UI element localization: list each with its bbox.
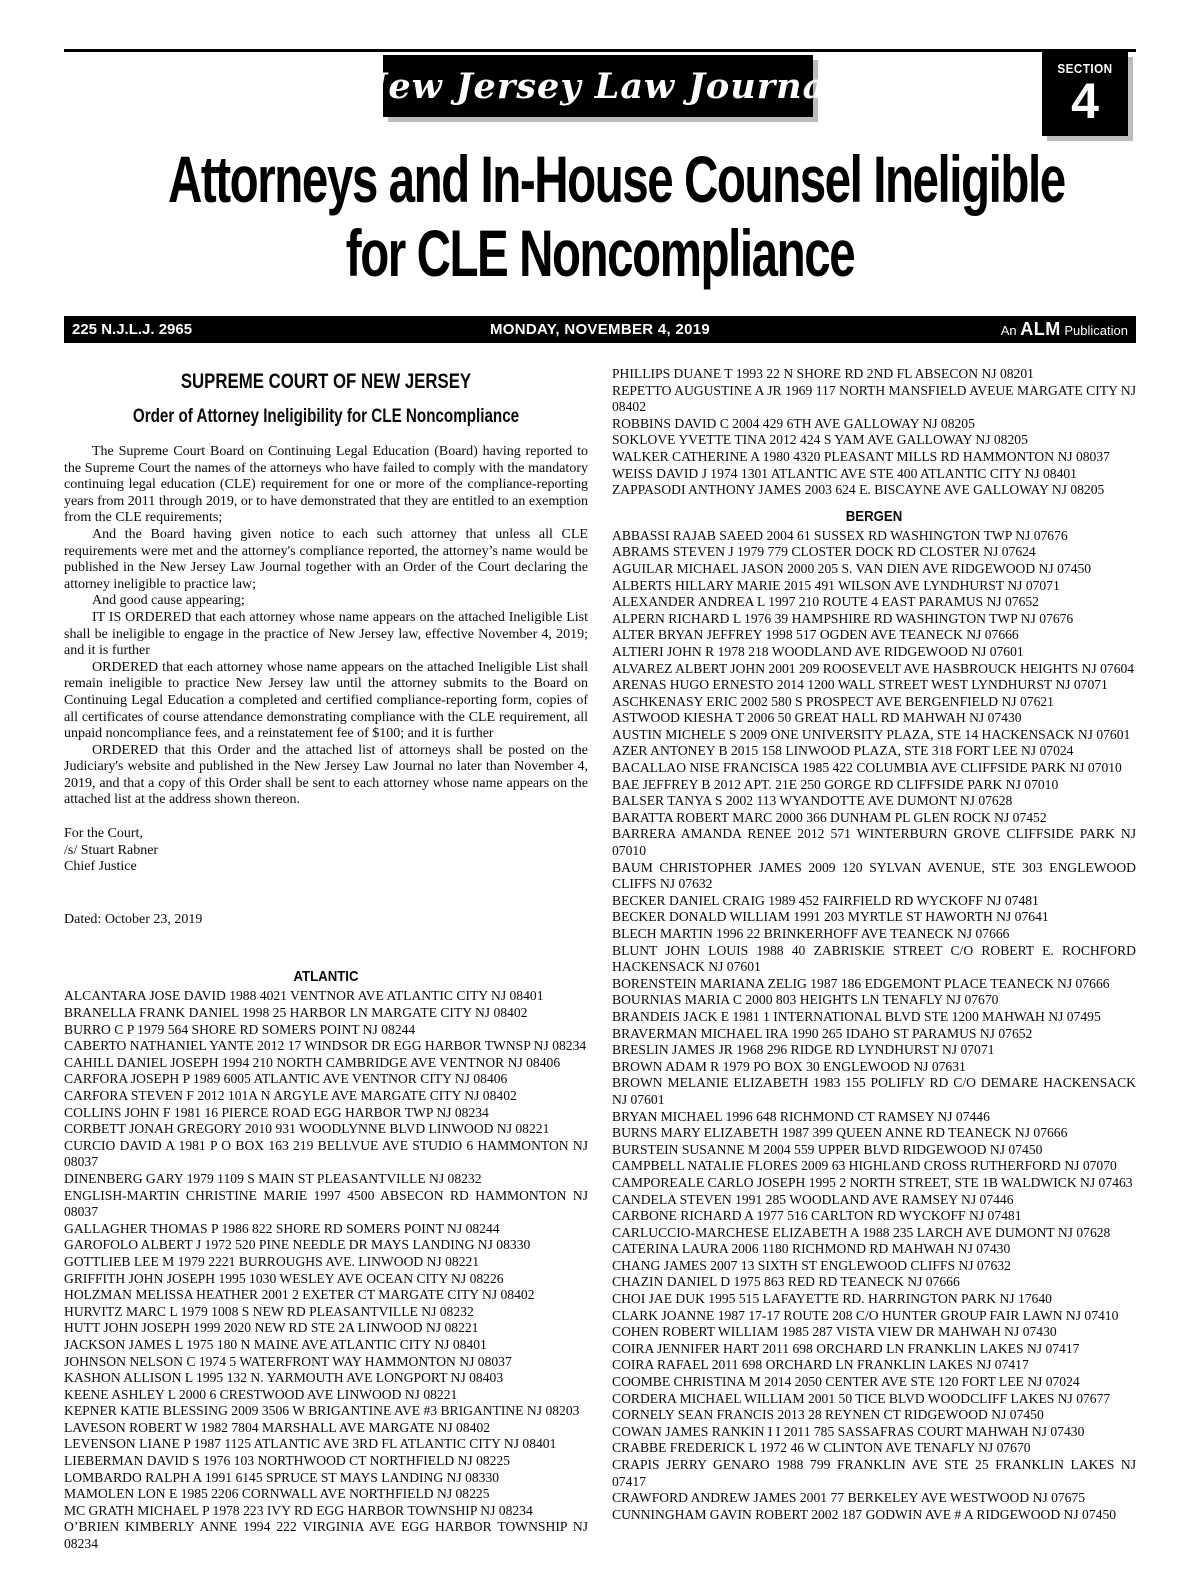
attorney-entry: CARLUCCIO-MARCHESE ELIZABETH A 1988 235 LARCH AVE DUMONT NJ 07628 (612, 1224, 1111, 1240)
attorney-entry: O’BRIEN KIMBERLY ANNE 1994 222 VIRGINIA AVE EGG HARBOR TOWNSHIP NJ 08234 (64, 1519, 588, 1552)
alm-logo: ALM (1020, 319, 1061, 339)
attorney-entry: CATERINA LAURA 2006 1180 RICHMOND RD MAHWAH NJ 07430 (612, 1241, 1011, 1257)
attorney-entry: CRABBE FREDERICK L 1972 46 W CLINTON AVE TENAFLY NJ 07670 (612, 1440, 1031, 1456)
attorney-entry: KASHON ALLISON L 1995 132 N. YARMOUTH AVE LONGPORT NJ 08403 (64, 1370, 504, 1386)
attorney-entry: PHILLIPS DUANE T 1993 22 N SHORE RD 2ND FL ABSECON NJ 08201 (612, 366, 1034, 381)
attorney-entry: CORDERA MICHAEL WILLIAM 2001 50 TICE BLVD WOODCLIFF LAKES NJ 07677 (612, 1390, 1111, 1406)
attorney-entry: GAROFOLO ALBERT J 1972 520 PINE NEEDLE DR MAYS LANDING NJ 08330 (64, 1237, 531, 1253)
attorney-entry: BLUNT JOHN LOUIS 1988 40 ZABRISKIE STREET C/O ROBERT E. ROCHFORD HACKENSACK NJ 07601 (612, 942, 1136, 975)
citation: 225 N.J.L.J. 2965 (72, 321, 193, 338)
order-paragraph: The Supreme Court Board on Continuing Legal Education (Board) having reported to the Supreme Court the names of the attorneys who have failed to comply with the mandatory continuing legal education (CLE) requirement for one or more of the compliance-reporting years from 2011 through 2019, or to have demonstrated that they are entitled to an exemption from the CLE requirements; (64, 444, 588, 526)
attorney-entry: CRAWFORD ANDREW JAMES 2001 77 BERKELEY AVE WESTWOOD NJ 07675 (612, 1490, 1086, 1506)
attorney-entry: ASCHKENASY ERIC 2002 580 S PROSPECT AVE BERGENFIELD NJ 07621 (612, 693, 1054, 709)
attorney-entry: ALEXANDER ANDREA L 1997 210 ROUTE 4 EAST PARAMUS NJ 07652 (612, 594, 1039, 610)
attorney-entry: CARFORA STEVEN F 2012 101A N ARGYLE AVE MARGATE CITY NJ 08402 (64, 1088, 517, 1103)
attorney-entry: GOTTLIEB LEE M 1979 2221 BURROUGHS AVE. LINWOOD NJ 08221 (64, 1253, 480, 1269)
attorney-entry: BAUM CHRISTOPHER JAMES 2009 120 SYLVAN AVENUE, STE 303 ENGLEWOOD CLIFFS NJ 07632 (612, 859, 1136, 892)
county-heading-bergen: BERGEN (845, 507, 903, 525)
county-heading-atlantic: ATLANTIC (293, 968, 359, 986)
attorney-entry: COWAN JAMES RANKIN I I 2011 785 SASSAFRAS COURT MAHWAH NJ 07430 (612, 1423, 1085, 1439)
attorney-entry: ALCANTARA JOSE DAVID 1988 4021 VENTNOR AVE ATLANTIC CITY NJ 08401 (64, 988, 544, 1004)
attorney-entry: GALLAGHER THOMAS P 1986 822 SHORE RD SOMERS POINT NJ 08244 (64, 1220, 500, 1236)
attorney-entry: ALPERN RICHARD L 1976 39 HAMPSHIRE RD WASHINGTON TWP NJ 07676 (612, 610, 1074, 626)
attorney-entry: BAE JEFFREY B 2012 APT. 21E 250 GORGE RD CLIFFSIDE PARK NJ 07010 (612, 776, 1059, 792)
attorney-entry: COIRA JENNIFER HART 2011 698 ORCHARD LN FRANKLIN LAKES NJ 07417 (612, 1340, 1080, 1356)
attorney-entry: AGUILAR MICHAEL JASON 2000 205 S. VAN DIEN AVE RIDGEWOOD NJ 07450 (612, 560, 1092, 576)
attorney-entry: CAHILL DANIEL JOSEPH 1994 210 NORTH CAMBRIDGE AVE VENTNOR NJ 08406 (64, 1054, 561, 1070)
attorney-entry: GRIFFITH JOHN JOSEPH 1995 1030 WESLEY AVE OCEAN CITY NJ 08226 (64, 1270, 504, 1286)
attorney-entry: CABERTO NATHANIEL YANTE 2012 17 WINDSOR DR EGG HARBOR TWNSP NJ 08234 (64, 1038, 587, 1054)
order-paragraph: IT IS ORDERED that each attorney whose name appears on the attached Ineligible List shall be ineligible to engage in the practice of New Jersey law, effective November 4, 2019; and it is further (64, 609, 588, 659)
info-bar (64, 316, 1136, 343)
attorney-entry: CURCIO DAVID A 1981 P O BOX 163 219 BELLVUE AVE STUDIO 6 HAMMONTON NJ 08037 (64, 1137, 588, 1170)
dated-line: Dated: October 23, 2019 (64, 911, 203, 927)
order-heading: Order of Attorney Ineligibility for CLE Noncompliance (132, 406, 520, 427)
masthead (355, 55, 841, 117)
attorney-entry: CARBONE RICHARD A 1977 516 CARLTON RD WYCKOFF NJ 07481 (612, 1208, 1022, 1224)
attorney-entry: HUTT JOHN JOSEPH 1999 2020 NEW RD STE 2A LINWOOD NJ 08221 (64, 1320, 479, 1336)
section-number: 4 (1071, 73, 1099, 129)
order-paragraph: And the Board having given notice to each such attorney that unless all CLE requirements were met and the attorney's compliance reported, the attorney’s name would be published in the New Jersey Law Journal together with an Order of the Court declaring the attorney ineligible to practice law; (64, 526, 588, 592)
attorney-entry: DINENBERG GARY 1979 1109 S MAIN ST PLEASANTVILLE NJ 08232 (64, 1170, 482, 1186)
attorney-entry: BARRERA AMANDA RENEE 2012 571 WINTERBURN GROVE CLIFFSIDE PARK NJ 07010 (612, 826, 1136, 859)
section-label: SECTION (1057, 61, 1113, 76)
attorney-entry: COIRA RAFAEL 2011 698 ORCHARD LN FRANKLIN LAKES NJ 07417 (612, 1357, 1029, 1373)
attorney-entry: CHOI JAE DUK 1995 515 LAFAYETTE RD. HARRINGTON PARK NJ 17640 (612, 1291, 1052, 1307)
attorney-entry: COHEN ROBERT WILLIAM 1985 287 VISTA VIEW DR MAHWAH NJ 07430 (612, 1324, 1057, 1340)
attorney-entry: BRESLIN JAMES JR 1968 296 RIDGE RD LYNDHURST NJ 07071 (612, 1042, 995, 1058)
attorney-entry: BURRO C P 1979 564 SHORE RD SOMERS POINT NJ 08244 (64, 1021, 416, 1037)
attorney-entry: ALTIERI JOHN R 1978 218 WOODLAND AVE RIDGEWOOD NJ 07601 (612, 643, 1024, 659)
attorney-entry: JACKSON JAMES L 1975 180 N MAINE AVE ATLANTIC CITY NJ 08401 (64, 1336, 487, 1352)
attorney-entry: BALSER TANYA S 2002 113 WYANDOTTE AVE DUMONT NJ 07628 (612, 793, 1013, 809)
attorney-entry: BURNS MARY ELIZABETH 1987 399 QUEEN ANNE RD TEANECK NJ 07666 (612, 1125, 1068, 1141)
attorney-entry: KEENE ASHLEY L 2000 6 CRESTWOOD AVE LINWOOD NJ 08221 (64, 1386, 458, 1402)
attorney-entry: MC GRATH MICHAEL P 1978 223 IVY RD EGG HARBOR TOWNSHIP NJ 08234 (64, 1502, 533, 1518)
signature-line: For the Court, (64, 826, 143, 842)
attorney-entry: ROBBINS DAVID C 2004 429 6TH AVE GALLOWAY NJ 08205 (612, 415, 975, 431)
attorney-entry: CUNNINGHAM GAVIN ROBERT 2002 187 GODWIN AVE # A RIDGEWOOD NJ 07450 (612, 1506, 1117, 1522)
attorney-entry: MAMOLEN LON E 1985 2206 CORNWALL AVE NORTHFIELD NJ 08225 (64, 1486, 490, 1502)
atlantic-entries-right (612, 366, 1136, 499)
attorney-entry: BROWN ADAM R 1979 PO BOX 30 ENGLEWOOD NJ 07631 (612, 1058, 966, 1074)
attorney-entry: WEISS DAVID J 1974 1301 ATLANTIC AVE STE 400 ATLANTIC CITY NJ 08401 (612, 465, 1077, 481)
attorney-entry: ENGLISH-MARTIN CHRISTINE MARIE 1997 4500 ABSECON RD HAMMONTON NJ 08037 (64, 1187, 588, 1220)
headline-line-1: Attorneys and In-House Counsel Ineligible (167, 142, 1065, 216)
attorney-entry: ABBASSI RAJAB SAEED 2004 61 SUSSEX RD WASHINGTON TWP NJ 07676 (612, 527, 1068, 543)
attorney-entry: LIEBERMAN DAVID S 1976 103 NORTHWOOD CT NORTHFIELD NJ 08225 (64, 1453, 511, 1469)
attorney-entry: BECKER DONALD WILLIAM 1991 203 MYRTLE ST HAWORTH NJ 07641 (612, 909, 1049, 925)
attorney-entry: JOHNSON NELSON C 1974 5 WATERFRONT WAY HAMMONTON NJ 08037 (64, 1353, 512, 1369)
masthead-title: New Jersey Law Journal (355, 65, 841, 107)
attorney-entry: ASTWOOD KIESHA T 2006 50 GREAT HALL RD MAHWAH NJ 07430 (612, 710, 1022, 726)
attorney-entry: WALKER CATHERINE A 1980 4320 PLEASANT MILLS RD HAMMONTON NJ 08037 (612, 448, 1110, 464)
attorney-entry: BRAVERMAN MICHAEL IRA 1990 265 IDAHO ST PARAMUS NJ 07652 (612, 1025, 1033, 1041)
atlantic-entries-left (64, 988, 588, 1552)
court-heading: SUPREME COURT OF NEW JERSEY (180, 370, 472, 393)
bergen-entries (612, 528, 1136, 1524)
section-badge (1042, 52, 1128, 136)
top-rule (64, 49, 1136, 52)
attorney-entry: ABRAMS STEVEN J 1979 779 CLOSTER DOCK RD CLOSTER NJ 07624 (612, 544, 1036, 560)
attorney-entry: KEPNER KATIE BLESSING 2009 3506 W BRIGANTINE AVE #3 BRIGANTINE NJ 08203 (64, 1403, 580, 1419)
publisher-suffix: Publication (1064, 323, 1128, 338)
attorney-entry: CHAZIN DANIEL D 1975 863 RED RD TEANECK NJ 07666 (612, 1274, 960, 1290)
attorney-entry: CANDELA STEVEN 1991 285 WOODLAND AVE RAMSEY NJ 07446 (612, 1191, 1014, 1207)
attorney-entry: BLECH MARTIN 1996 22 BRINKERHOFF AVE TEANECK NJ 07666 (612, 926, 1010, 941)
attorney-entry: CHANG JAMES 2007 13 SIXTH ST ENGLEWOOD CLIFFS NJ 07632 (612, 1257, 1011, 1273)
attorney-entry: LEVENSON LIANE P 1987 1125 ATLANTIC AVE 3RD FL ATLANTIC CITY NJ 08401 (64, 1436, 557, 1452)
right-column (612, 366, 1136, 1553)
attorney-entry: AZER ANTONEY B 2015 158 LINWOOD PLAZA, STE 318 FORT LEE NJ 07024 (612, 743, 1074, 759)
attorney-entry: BURSTEIN SUSANNE M 2004 559 UPPER BLVD RIDGEWOOD NJ 07450 (612, 1141, 1043, 1157)
attorney-entry: CRAPIS JERRY GENARO 1988 799 FRANKLIN AVE STE 25 FRANKLIN LAKES NJ 07417 (612, 1457, 1136, 1489)
order-paragraph: And good cause appearing; (92, 593, 245, 609)
attorney-entry: HURVITZ MARC L 1979 1008 S NEW RD PLEASANTVILLE NJ 08232 (64, 1303, 474, 1319)
attorney-entry: ALTER BRYAN JEFFREY 1998 517 OGDEN AVE TEANECK NJ 07666 (612, 627, 1019, 643)
attorney-entry: CORNELY SEAN FRANCIS 2013 28 REYNEN CT RIDGEWOOD NJ 07450 (612, 1407, 1044, 1423)
attorney-entry: ZAPPASODI ANTHONY JAMES 2003 624 E. BISCAYNE AVE GALLOWAY NJ 08205 (612, 482, 1105, 498)
attorney-entry: CORBETT JONAH GREGORY 2010 931 WOODLYNNE BLVD LINWOOD NJ 08221 (64, 1121, 550, 1137)
headline (0, 142, 1200, 290)
attorney-entry: BACALLAO NISE FRANCISCA 1985 422 COLUMBIA AVE CLIFFSIDE PARK NJ 07010 (612, 760, 1122, 776)
attorney-entry: ARENAS HUGO ERNESTO 2014 1200 WALL STREET WEST LYNDHURST NJ 07071 (612, 677, 1108, 693)
attorney-entry: COLLINS JOHN F 1981 16 PIERCE ROAD EGG HARBOR TWP NJ 08234 (64, 1104, 489, 1120)
order-paragraph: ORDERED that each attorney whose name appears on the attached Ineligible List shall remain ineligible to practice New Jersey law until the attorney submits to the Board on Continuing Legal Education a completed and certified compliance-reporting form, copies of all certificates of course attendance demonstrating compliance with the CLE requirement, all unpaid noncompliance fees, and a reinstatement fee of $100; and it is further (64, 659, 588, 742)
article-body (64, 366, 1136, 1553)
attorney-entry: ALVAREZ ALBERT JOHN 2001 209 ROOSEVELT AVE HASBROUCK HEIGHTS NJ 07604 (612, 660, 1135, 676)
attorney-entry: BRYAN MICHAEL 1996 648 RICHMOND CT RAMSEY NJ 07446 (612, 1108, 990, 1124)
signature-block (64, 826, 588, 876)
order-paragraphs (64, 444, 588, 809)
attorney-entry: BRANELLA FRANK DANIEL 1998 25 HARBOR LN MARGATE CITY NJ 08402 (64, 1005, 528, 1021)
attorney-entry: REPETTO AUGUSTINE A JR 1969 117 NORTH MANSFIELD AVEUE MARGATE CITY NJ 08402 (612, 382, 1136, 415)
attorney-entry: BOURNIAS MARIA C 2000 803 HEIGHTS LN TENAFLY NJ 07670 (612, 992, 999, 1008)
attorney-entry: BRANDEIS JACK E 1981 1 INTERNATIONAL BLVD STE 1200 MAHWAH NJ 07495 (612, 1008, 1101, 1024)
issue-date: MONDAY, NOVEMBER 4, 2019 (489, 321, 711, 338)
order-paragraph: ORDERED that this Order and the attached list of attorneys shall be posted on the Judiciary's website and published in the New Jersey Law Journal no later than November 4, 2019, and that a copy of this Order shall be sent to each attorney whose name appears on the attached list at the address shown thereon. (64, 742, 588, 808)
headline-line-2: for CLE Noncompliance (345, 216, 855, 290)
attorney-entry: HOLZMAN MELISSA HEATHER 2001 2 EXETER CT MARGATE CITY NJ 08402 (64, 1287, 535, 1303)
attorney-entry: BECKER DANIEL CRAIG 1989 452 FAIRFIELD RD WYCKOFF NJ 07481 (612, 892, 1039, 908)
attorney-entry: BORENSTEIN MARIANA ZELIG 1987 186 EDGEMONT PLACE TEANECK NJ 07666 (612, 975, 1110, 991)
attorney-entry: SOKLOVE YVETTE TINA 2012 424 S YAM AVE GALLOWAY NJ 08205 (612, 432, 1028, 448)
publisher-prefix: An (1000, 323, 1017, 338)
attorney-entry: COOMBE CHRISTINA M 2014 2050 CENTER AVE STE 120 FORT LEE NJ 07024 (612, 1374, 1080, 1390)
attorney-entry: BROWN MELANIE ELIZABETH 1983 155 POLIFLY RD C/O DEMARE HACKENSACK NJ 07601 (612, 1075, 1136, 1107)
attorney-entry: LAVESON ROBERT W 1982 7804 MARSHALL AVE MARGATE NJ 08402 (64, 1419, 491, 1435)
attorney-entry: CAMPBELL NATALIE FLORES 2009 63 HIGHLAND CROSS RUTHERFORD NJ 07070 (612, 1158, 1117, 1174)
publisher-credit (1001, 316, 1128, 344)
attorney-entry: ALBERTS HILLARY MARIE 2015 491 WILSON AVE LYNDHURST NJ 07071 (612, 577, 1060, 593)
signature-line: Chief Justice (64, 859, 137, 875)
attorney-entry: CLARK JOANNE 1987 17-17 ROUTE 208 C/O HUNTER GROUP FAIR LAWN NJ 07410 (612, 1307, 1119, 1323)
attorney-entry: AUSTIN MICHELE S 2009 ONE UNIVERSITY PLAZA, STE 14 HACKENSACK NJ 07601 (612, 726, 1131, 742)
signature-line: /s/ Stuart Rabner (64, 842, 159, 858)
left-column (64, 366, 588, 1553)
attorney-entry: LOMBARDO RALPH A 1991 6145 SPRUCE ST MAYS LANDING NJ 08330 (64, 1469, 500, 1485)
attorney-entry: CAMPOREALE CARLO JOSEPH 1995 2 NORTH STREET, STE 1B WALDWICK NJ 07463 (612, 1174, 1133, 1190)
attorney-entry: CARFORA JOSEPH P 1989 6005 ATLANTIC AVE VENTNOR CITY NJ 08406 (64, 1071, 508, 1087)
attorney-entry: BARATTA ROBERT MARC 2000 366 DUNHAM PL GLEN ROCK NJ 07452 (612, 809, 1047, 825)
